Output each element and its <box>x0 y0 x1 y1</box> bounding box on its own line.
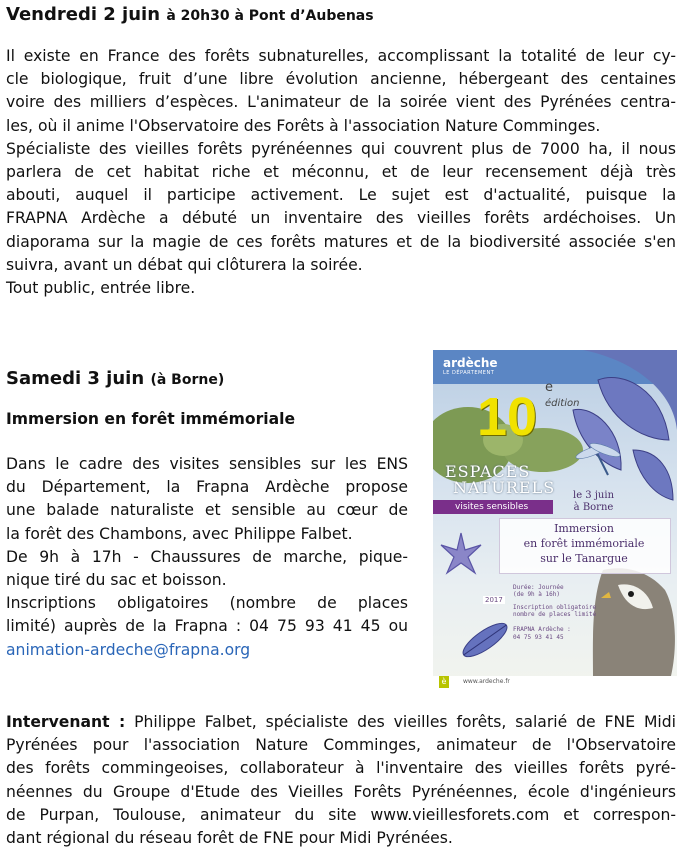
text-line: Inscriptions obligatoires (nombre de places <box>6 594 408 613</box>
text-line: Pyrénées pour l'association Nature Comminges, animateur de l'Observatoire <box>6 736 676 755</box>
text-line: suivra, avant un débat qui clôturera la soirée. <box>6 255 363 274</box>
event-poster <box>433 350 677 688</box>
poster-logo-sub: LE DÉPARTEMENT <box>443 370 495 376</box>
text-line: des forêts commingeoises, collaborateur à l'inventaire des vieilles forêts pyré- <box>6 759 676 778</box>
poster-year: 2017 <box>485 596 503 604</box>
text-line: FRAPNA Ardèche a débuté un inventaire des vieilles forêts ardéchoises. Un <box>6 209 676 228</box>
poster-title-line2: NATURELS <box>453 478 556 497</box>
poster-mark: è <box>439 676 449 688</box>
poster-info-line6: 04 75 93 41 45 <box>513 634 564 641</box>
text-line: parlera de cet habitat riche et méconnu, et de leur recensement déjà très <box>6 162 676 181</box>
poster-info-line3: Inscription obligatoire <box>513 604 597 611</box>
poster-immersion-line2: en forêt immémoriale <box>523 537 645 550</box>
event1-description <box>6 45 676 300</box>
poster-date-line1: le 3 juin <box>573 490 615 501</box>
text-line: Tout public, entrée libre. <box>6 278 196 297</box>
event1-day: Vendredi 2 juin <box>6 4 161 25</box>
event1-heading <box>6 4 374 27</box>
text-line: limité) auprès de la Frapna : 04 75 93 41 45 ou <box>6 617 408 636</box>
event2-subtitle: Immersion en forêt immémoriale <box>6 410 296 428</box>
event2-heading <box>6 368 224 391</box>
event2-details: (à Borne) <box>150 372 225 388</box>
text-line: voire des milliers d’espèces. L'animateur de la soirée vient des Pyrénées centra- <box>6 93 676 112</box>
poster-info-line4: nombre de places limité <box>513 611 597 618</box>
event2-description <box>6 453 408 662</box>
text-line: les, où il anime l'Observatoire des Forêts à l'association Nature Comminges. <box>6 116 601 135</box>
poster-info-line2: (de 9h à 16h) <box>513 591 560 598</box>
text-line: nique tiré du sac et boisson. <box>6 570 227 589</box>
poster-band-text: visites sensibles <box>455 502 529 512</box>
poster-logo: ardèche <box>443 356 498 370</box>
text-line: de Purpan, Toulouse, animateur du site www.vieillesforets.com et correspon- <box>6 805 676 824</box>
poster-date <box>573 490 614 514</box>
text-line: Dans le cadre des visites sensibles sur les ENS <box>6 455 408 473</box>
text-line: dant régional du réseau forêt de FNE pour Midi Pyrénées. <box>6 828 453 847</box>
email-link[interactable]: animation-ardeche@frapna.org <box>6 640 251 659</box>
poster-date-line2: à Borne <box>573 502 614 513</box>
text-line <box>6 711 676 734</box>
text-line: abouti, auquel il participe activement. Le sujet est d'actualité, puisque la <box>6 186 676 205</box>
poster-info-line5: FRAPNA Ardèche : <box>513 626 571 633</box>
speaker-label: Intervenant : <box>6 713 126 731</box>
event2-day: Samedi 3 juin <box>6 368 145 389</box>
text-line: la forêt des Chambons, avec Philippe Falbet. <box>6 524 353 543</box>
speaker-text: Philippe Falbet, spécialiste des vieilles forêts, salarié de FNE Midi <box>125 713 676 731</box>
text-line: Il existe en France des forêts subnaturelles, accomplissant la totalité de leur cy- <box>6 47 676 65</box>
poster-edition: édition <box>545 398 580 409</box>
event1-details: à 20h30 à Pont d’Aubenas <box>166 8 374 24</box>
poster-immersion-line1: Immersion <box>554 522 614 535</box>
poster-url: www.ardeche.fr <box>463 678 510 685</box>
text-line: Spécialiste des vieilles forêts pyrénéennes qui couvrent plus de 7000 ha, il nous <box>6 139 676 158</box>
text-line: du Département, la Frapna Ardèche propose <box>6 478 408 497</box>
speaker-description <box>6 711 676 850</box>
poster-info-line1: Durée: Journée <box>513 584 564 591</box>
text-line: cle biologique, fruit d’une libre évolution ancienne, hébergeant des centaines <box>6 70 676 89</box>
poster-title-line1: ESPACES <box>445 462 531 481</box>
poster-edition-sup: e <box>545 380 553 395</box>
text-line: diaporama sur la magie de ces forêts matures et de la biodiversité associée s'en <box>6 232 676 251</box>
text-line: De 9h à 17h - Chaussures de marche, pique- <box>6 547 408 566</box>
poster-immersion-line3: sur le Tanargue <box>540 552 628 565</box>
text-line: néennes du Groupe d'Etude des Vieilles Forêts Pyrénéennes, école d'ingénieurs <box>6 782 676 801</box>
poster-number: 10 <box>477 387 538 447</box>
text-line: une balade naturaliste et sensible au cœur de <box>6 501 408 520</box>
